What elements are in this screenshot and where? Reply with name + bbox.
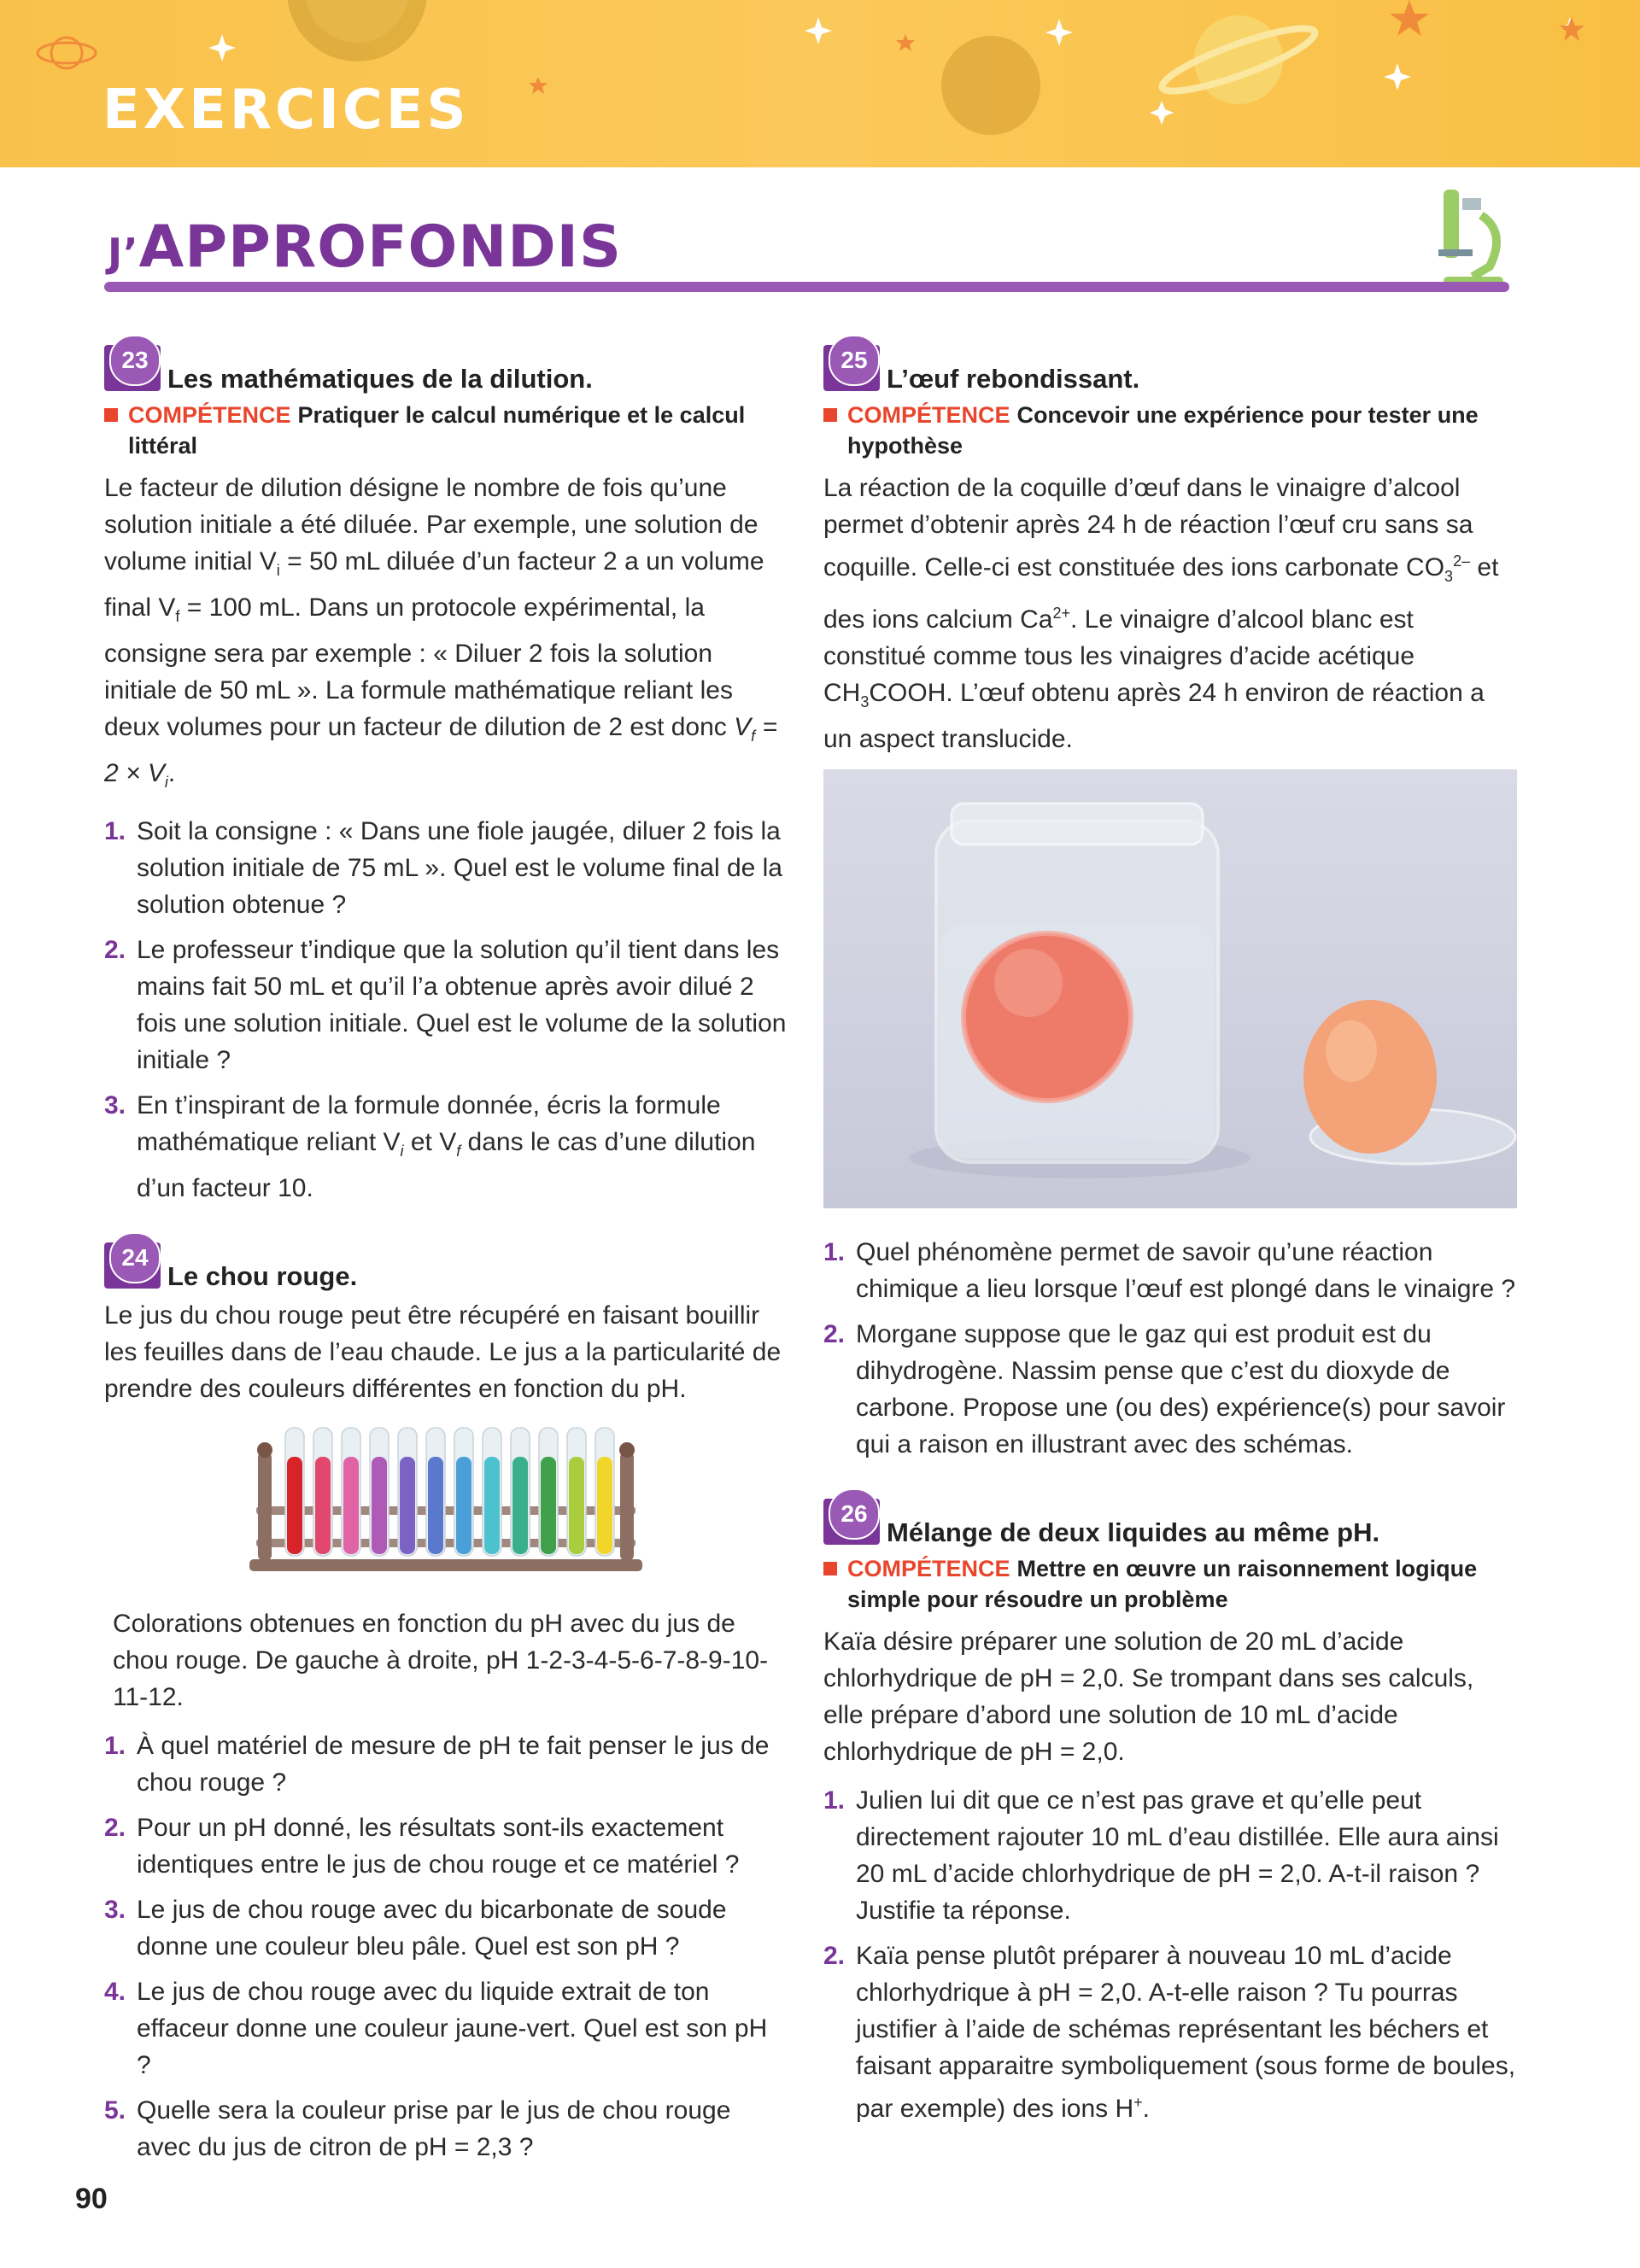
exercise-26-header — [823, 1492, 1517, 1552]
superscript: + — [1133, 2094, 1143, 2111]
question-text: Kaïa pense plutôt préparer à nouveau 10 mL d’acide chlorhydrique à pH = 2,0. A-t-elle raison ? Tu pourras justifier à l’aide de schémas représentant les béchers et faisant apparaitre symboliquement (sous forme de boules, par exemple) des ions H — [856, 1942, 1516, 2123]
competence-line — [104, 400, 788, 461]
question-text: Le jus de chou rouge avec du bicarbonate de soude donne une couleur bleu pâle. Quel est son pH ? — [137, 1896, 727, 1961]
bullet-square-icon — [823, 408, 837, 422]
question-text: Quel phénomène permet de savoir qu’une réaction chimique a lieu lorsque l’œuf est plongé dans le vinaigre ? — [856, 1238, 1516, 1303]
egg-jar-illustration — [823, 769, 1517, 1208]
exercise-title: L’œuf rebondissant. — [887, 364, 1140, 394]
subscript: 3 — [860, 693, 870, 710]
competence-text: Pratiquer le calcul numérique et le calcul littéral — [128, 402, 746, 459]
exercise-title: Mélange de deux liquides au même pH. — [887, 1517, 1380, 1547]
question-text: dans le cas d’une dilution d’un facteur 10. — [137, 1128, 756, 1202]
competence-text: Mettre en œuvre un raisonnement logique simple pour résoudre un problème — [847, 1556, 1478, 1612]
exercise-23-header — [104, 338, 788, 398]
bullet-square-icon — [823, 1562, 837, 1575]
egg-in-vinegar-photo — [823, 769, 1517, 1208]
figure-caption: Colorations obtenues en fonction du pH avec du jus de chou rouge. De gauche à droite, pH 1-2-3-4-5-6-7-8-9-10-11-12. — [113, 1610, 769, 1711]
question — [823, 1782, 1517, 1929]
question-number: 4. — [104, 1978, 126, 2006]
question-number: 5. — [104, 2096, 126, 2125]
subscript: f — [456, 1143, 461, 1160]
question — [823, 1938, 1517, 2127]
intro-text: La réaction de la coquille d’œuf dans le vinaigre d’alcool permet d’obtenir après 24 h de réaction l’œuf cru sans sa coquille. Celle-ci est constituée des ions carbonate CO — [823, 474, 1473, 582]
microscope-icon — [1435, 181, 1512, 292]
question-number: 3. — [104, 1896, 126, 1924]
formula: V — [734, 713, 752, 741]
question-text: Julien lui dit que ce n’est pas grave et qu’elle peut directement rajouter 10 mL d’eau distillée. Elle aura ainsi 20 mL d’acide chlorhydrique de pH = 2,0. A-t-il raison ? Justifie ta réponse. — [856, 1786, 1499, 1925]
intro-text: et des ions calcium Ca — [823, 553, 1499, 634]
subscript: i — [164, 774, 168, 791]
question-text: À quel matériel de mesure de pH te fait penser le jus de chou rouge ? — [137, 1732, 770, 1797]
tube-liquid — [428, 1457, 443, 1554]
subscript: i — [276, 562, 280, 579]
tube-liquid — [484, 1457, 500, 1554]
formula: = 2 × V — [104, 713, 778, 787]
page-number: 90 — [75, 2183, 108, 2215]
exercise-number: 25 — [829, 335, 880, 386]
question — [104, 1809, 788, 1883]
exercise-intro — [104, 470, 788, 801]
question-text: Pour un pH donné, les résultats sont-ils exactement identiques entre le jus de chou rouge et ce matériel ? — [137, 1814, 740, 1879]
intro-text: . Le vinaigre d’alcool blanc est constitué comme tous les vinaigres d’acide acétique CH — [823, 605, 1415, 707]
competence-text: Concevoir une expérience pour tester une hypothèse — [847, 402, 1479, 459]
question-text: . — [1142, 2095, 1151, 2123]
header-banner — [0, 0, 1640, 167]
competence-line — [823, 1553, 1517, 1615]
section-title-prefix: J’ — [108, 230, 139, 276]
intro-text: Le facteur de dilution désigne le nombre de fois qu’une solution initiale a été diluée. Par exemple, une solution de volume initial V — [104, 474, 758, 576]
question — [104, 2092, 788, 2166]
question-text: et V — [403, 1128, 457, 1156]
subscript: i — [400, 1143, 404, 1160]
rack-post-right — [620, 1452, 634, 1561]
competence-line — [823, 400, 1517, 461]
section-title-main: APPROFONDIS — [138, 213, 622, 281]
tube-liquid — [343, 1457, 359, 1554]
tube-liquid — [512, 1457, 528, 1554]
right-column — [823, 338, 1517, 2136]
question-number: 1. — [104, 1732, 126, 1760]
exercise-title: Le chou rouge. — [167, 1261, 358, 1291]
test-tube-rack-illustration — [104, 1419, 788, 1590]
question — [104, 1087, 788, 1207]
question — [104, 932, 788, 1078]
question — [823, 1234, 1517, 1307]
question-number: 2. — [823, 1320, 846, 1348]
section-title — [108, 213, 622, 281]
tube-liquid — [456, 1457, 472, 1554]
question-number: 3. — [104, 1091, 126, 1119]
formula: . — [167, 759, 176, 787]
left-column — [104, 338, 788, 2174]
tube-liquid — [372, 1457, 387, 1554]
question-text: Soit la consigne : « Dans une fiole jaugée, diluer 2 fois la solution initiale de 75 mL ». Quel est le volume final de la solution obtenue ? — [137, 817, 782, 919]
intro-text: = 50 mL diluée d’un facteur 2 a un volume final V — [104, 547, 764, 622]
question-text: Quelle sera la couleur prise par le jus de chou rouge avec du jus de citron de pH = 2,3 ? — [137, 2096, 731, 2161]
tube-liquid — [287, 1457, 302, 1554]
competence-label: COMPÉTENCE — [847, 1556, 1010, 1581]
tube-liquid — [597, 1457, 612, 1554]
question-number: 2. — [104, 936, 126, 964]
superscript: 2– — [1453, 552, 1471, 570]
rack-post-left — [258, 1452, 272, 1561]
question — [104, 1891, 788, 1965]
tube-liquid — [569, 1457, 584, 1554]
exercise-intro: Le jus du chou rouge peut être récupéré en faisant bouillir les feuilles dans de l’eau chaude. Le jus a la particularité de prendre des couleurs différentes en fonction du pH. — [104, 1301, 782, 1403]
tube-liquid — [541, 1457, 556, 1554]
question-number: 1. — [104, 817, 126, 845]
question — [104, 1973, 788, 2084]
section-divider — [104, 282, 1509, 292]
exercise-number: 24 — [109, 1232, 161, 1283]
competence-label: COMPÉTENCE — [847, 402, 1010, 428]
superscript: 2+ — [1052, 605, 1070, 622]
exercise-intro — [823, 470, 1517, 757]
exercise-title: Les mathématiques de la dilution. — [167, 364, 593, 394]
question — [823, 1316, 1517, 1463]
exercise-number: 26 — [829, 1488, 880, 1540]
tube-liquid — [315, 1457, 331, 1554]
question-number: 2. — [823, 1942, 846, 1970]
question-number: 2. — [104, 1814, 126, 1842]
tube-liquid — [400, 1457, 415, 1554]
exercise-25-header — [823, 338, 1517, 398]
question — [104, 813, 788, 923]
exercise-number: 23 — [109, 335, 161, 386]
question-number: 1. — [823, 1238, 846, 1266]
bullet-square-icon — [104, 408, 118, 422]
question-number: 1. — [823, 1786, 846, 1815]
exercise-24-header — [104, 1236, 788, 1295]
question-text: En t’inspirant de la formule donnée, écris la formule mathématique reliant V — [137, 1091, 721, 1156]
question-text: Le jus de chou rouge avec du liquide extrait de ton effaceur donne une couleur jaune-vert. Quel est son pH ? — [137, 1978, 768, 2079]
question — [104, 1727, 788, 1801]
subscript: f — [175, 608, 180, 625]
exercise-intro: Kaïa désire préparer une solution de 20 mL d’acide chlorhydrique de pH = 2,0. Se trompant dans ses calculs, elle prépare d’abord une solution de 10 mL d’acide chlorhydrique de pH = 2,0. — [823, 1628, 1474, 1766]
subscript: f — [751, 728, 756, 745]
question-text: Morgane suppose que le gaz qui est produit est du dihydrogène. Nassim pense que c’est du dioxyde de carbone. Propose une (ou des) expérience(s) pour savoir qui a raison en illustrant avec des schémas. — [856, 1320, 1506, 1458]
competence-label: COMPÉTENCE — [128, 402, 291, 428]
intro-text: COOH. L’œuf obtenu après 24 h environ de réaction a un aspect translucide. — [823, 679, 1485, 753]
question-text: Le professeur t’indique que la solution qu’il tient dans les mains fait 50 mL et qu’il l’a obtenue après avoir dilué 2 fois une solution initiale. Quel est le volume de la solution initiale ? — [137, 936, 787, 1074]
subscript: 3 — [1444, 568, 1454, 585]
intro-text: = 100 mL. Dans un protocole expérimental, la consigne sera par exemple : « Diluer 2 fois la solution initiale de 50 mL ». La formule mathématique reliant les deux volumes pour un facteur de dilution de 2 est donc — [104, 593, 735, 741]
test-tube-rack — [104, 1419, 788, 1590]
banner-title: EXERCICES — [102, 79, 470, 142]
